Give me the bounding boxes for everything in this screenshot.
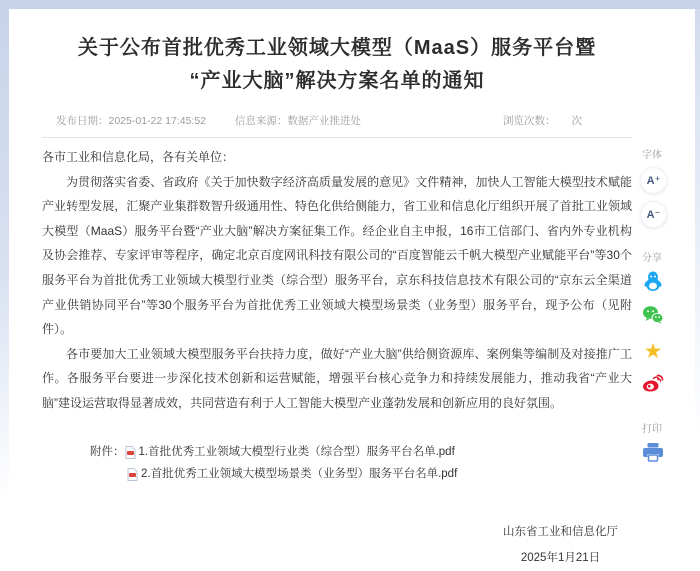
share-weibo-button[interactable] <box>640 372 666 398</box>
meta-left <box>56 113 387 128</box>
font-increase-button[interactable]: A⁺ <box>640 167 667 194</box>
attachments-label: 附件： <box>90 445 125 458</box>
print-button[interactable] <box>640 441 666 467</box>
page-title <box>42 32 632 98</box>
edge-band-left <box>0 0 9 500</box>
qzone-star-icon: ★ <box>643 339 663 363</box>
attachment-link-2[interactable]: 2.首批优秀工业领域大模型场景类（业务型）服务平台名单.pdf <box>141 467 458 480</box>
signature-org: 山东省工业和信息化厅 <box>503 525 618 538</box>
page-title-line1: 关于公布首批优秀工业领域大模型（MaaS）服务平台暨 <box>77 37 597 59</box>
publish-date: 发布日期：2025-01-22 17:45:52 <box>56 115 206 127</box>
font-decrease-button[interactable]: A⁻ <box>640 201 667 228</box>
views-value: 次 <box>571 115 582 127</box>
header-divider <box>42 137 632 138</box>
paragraph-1: 为贯彻落实省委、省政府《关于加快数字经济高质量发展的意见》文件精神，加快人工智能大模型技术赋能产业转型发展，汇聚产业集群数智升级通用性、特色化供给侧能力，省工业和信息化厅组织开展了首批工业领域大模型（MaaS）服务平台暨“产业大脑”解决方案征集工作。经企业自主申报，16市工信部门、省内外专业机构及协会推荐、专家评审等程序，确定北京百度网讯科技有限公司的“百度智能云千帆大模型产业赋能平台”等30个服务平台为首批优秀工业领域大模型行业类（综合型）服务平台，京东科技信息技术有限公司的“京东云全渠道产业供销协同平台”等30个服务平台为首批优秀工业领域大模型场景类（业务型）服务平台，现予公布（见附件）。 <box>42 174 632 337</box>
page-title-line2: “产业大脑”解决方案名单的通知 <box>189 70 485 92</box>
signature-block <box>42 519 632 571</box>
share-qq-button[interactable] <box>640 270 666 296</box>
font-section-label: 字体 <box>642 150 662 161</box>
salutation: 各市工业和信息化局，各有关单位： <box>42 150 235 164</box>
attachment-row <box>90 441 632 463</box>
paragraph-2: 各市要加大工业领域大模型服务平台扶持力度，做好“产业大脑”供给侧资源库、案例集等编制及对接推广工作。各服务平台要进一步深化技术创新和运营赋能，增强平台核心竞争力和持续发展能力，推动我省“产业大脑”建设运营取得显著成效，共同营造有利于人工智能大模型产业蓬勃发展和创新应用的良好氛围。 <box>42 346 632 410</box>
views-label: 浏览次数： <box>503 115 556 127</box>
info-source: 信息来源：数据产业推进处 <box>234 115 361 127</box>
meta-row <box>42 113 632 128</box>
edge-band-right <box>695 9 700 439</box>
meta-views <box>503 113 582 128</box>
widget-rail <box>638 146 694 475</box>
signature-date: 2025年1月21日 <box>520 551 601 564</box>
printer-icon <box>641 440 665 469</box>
share-wechat-button[interactable] <box>640 304 666 330</box>
share-section-label: 分享 <box>642 253 662 264</box>
article <box>42 32 632 571</box>
pdf-file-icon <box>127 467 138 480</box>
weibo-icon <box>641 371 665 400</box>
qq-icon <box>641 269 665 298</box>
attachment-row <box>127 463 632 485</box>
pdf-file-icon <box>125 445 136 458</box>
edge-band-top <box>0 0 700 9</box>
notice-body <box>42 145 632 416</box>
attachment-link-1[interactable]: 1.首批优秀工业领域大模型行业类（综合型）服务平台名单.pdf <box>138 445 455 458</box>
print-section-label: 打印 <box>642 424 662 435</box>
wechat-icon <box>641 303 665 332</box>
attachments-block <box>90 441 632 485</box>
share-qzone-button[interactable] <box>640 338 666 364</box>
